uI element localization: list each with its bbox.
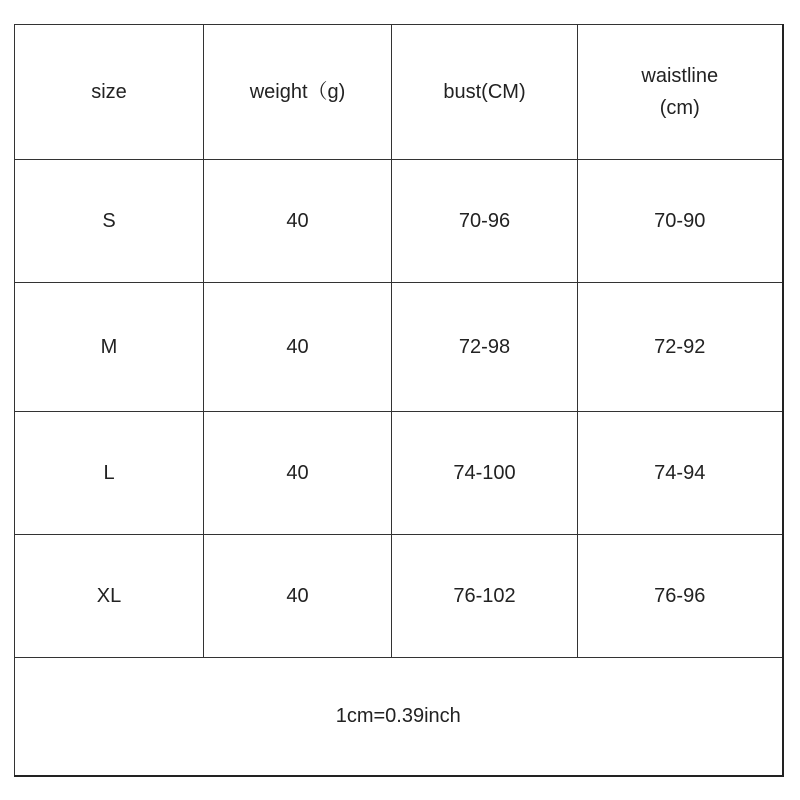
table-row	[15, 535, 783, 658]
conversion-note-row	[15, 658, 783, 776]
cell-size: S	[15, 160, 204, 283]
cell-waistline: 76-96	[578, 535, 783, 658]
header-size: size	[15, 25, 204, 160]
cell-weight: 40	[204, 412, 392, 535]
cell-weight: 40	[204, 283, 392, 412]
size-chart-table	[14, 24, 784, 777]
table-row	[15, 412, 783, 535]
cell-size: L	[15, 412, 204, 535]
header-waistline	[578, 25, 783, 160]
header-bust: bust(CM)	[392, 25, 578, 160]
cell-size: M	[15, 283, 204, 412]
cell-bust: 76-102	[392, 535, 578, 658]
cell-bust: 72-98	[392, 283, 578, 412]
cell-waistline: 74-94	[578, 412, 783, 535]
conversion-note: 1cm=0.39inch	[15, 658, 783, 776]
header-waistline-label: waistline (cm)	[641, 65, 719, 119]
cell-weight: 40	[204, 535, 392, 658]
table-row	[15, 283, 783, 412]
cell-bust: 74-100	[392, 412, 578, 535]
cell-bust: 70-96	[392, 160, 578, 283]
cell-waistline: 70-90	[578, 160, 783, 283]
table-row	[15, 160, 783, 283]
table-header-row	[15, 25, 783, 160]
cell-size: XL	[15, 535, 204, 658]
header-weight: weight（g)	[204, 25, 392, 160]
cell-waistline: 72-92	[578, 283, 783, 412]
cell-weight: 40	[204, 160, 392, 283]
